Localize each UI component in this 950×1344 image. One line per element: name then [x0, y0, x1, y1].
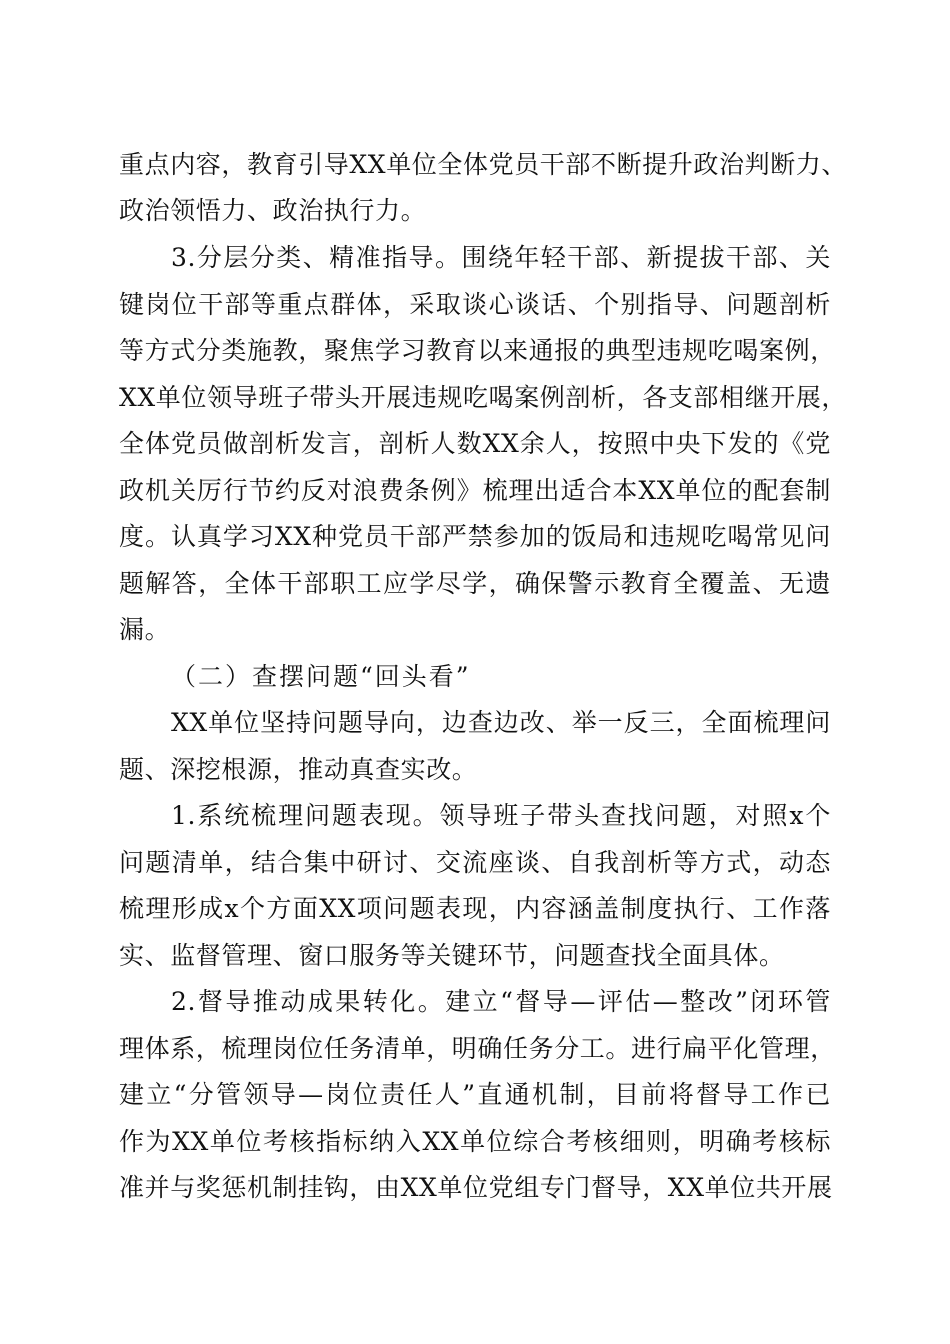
- body-line: 等方式分类施教，聚焦学习教育以来通报的典型违规吃喝案例，: [119, 336, 836, 365]
- body-line: 题解答，全体干部职工应学尽学，确保警示教育全覆盖、无遗: [119, 569, 831, 598]
- body-line: 3.分层分类、精准指导。围绕年轻干部、新提拔干部、关: [171, 243, 831, 272]
- body-line: XX单位坚持问题导向，边查边改、举一反三，全面梳理问: [171, 708, 831, 737]
- body-line: 梳理形成x个方面XX项问题表现，内容涵盖制度执行、工作落: [119, 894, 831, 923]
- body-line: XX单位领导班子带头开展违规吃喝案例剖析，各支部相继开展，: [119, 383, 847, 412]
- body-line: 作为XX单位考核指标纳入XX单位综合考核细则，明确考核标: [119, 1127, 831, 1156]
- body-line: 建立“分管领导—岗位责任人”直通机制，目前将督导工作已: [119, 1080, 831, 1109]
- body-line: 全体党员做剖析发言，剖析人数XX余人，按照中央下发的《党: [119, 429, 831, 458]
- body-line: 度。认真学习XX种党员干部严禁参加的饭局和违规吃喝常见问: [119, 522, 831, 551]
- body-line: 实、监督管理、窗口服务等关键环节，问题查找全面具体。: [119, 941, 785, 970]
- body-line: 政治领悟力、政治执行力。: [119, 196, 427, 225]
- body-line: 问题清单，结合集中研讨、交流座谈、自我剖析等方式，动态: [119, 848, 831, 877]
- body-line: 题、深挖根源，推动真查实改。: [119, 755, 478, 784]
- body-line: 政机关厉行节约反对浪费条例》梳理出适合本XX单位的配套制: [119, 476, 831, 505]
- body-line: 重点内容，教育引导XX单位全体党员干部不断提升政治判断力、: [119, 150, 847, 179]
- section-heading: （二）查摆问题“回头看”: [171, 662, 471, 691]
- body-line: 2.督导推动成果转化。建立“督导—评估—整改”闭环管: [171, 987, 831, 1016]
- body-line: 1.系统梳理问题表现。领导班子带头查找问题，对照x个: [171, 801, 831, 830]
- body-line: 理体系，梳理岗位任务清单，明确任务分工。进行扁平化管理，: [119, 1034, 836, 1063]
- body-line: 键岗位干部等重点群体，采取谈心谈话、个别指导、问题剖析: [119, 290, 831, 319]
- body-line: 漏。: [119, 615, 171, 644]
- body-line: 准并与奖惩机制挂钩，由XX单位党组专门督导，XX单位共开展: [119, 1173, 833, 1202]
